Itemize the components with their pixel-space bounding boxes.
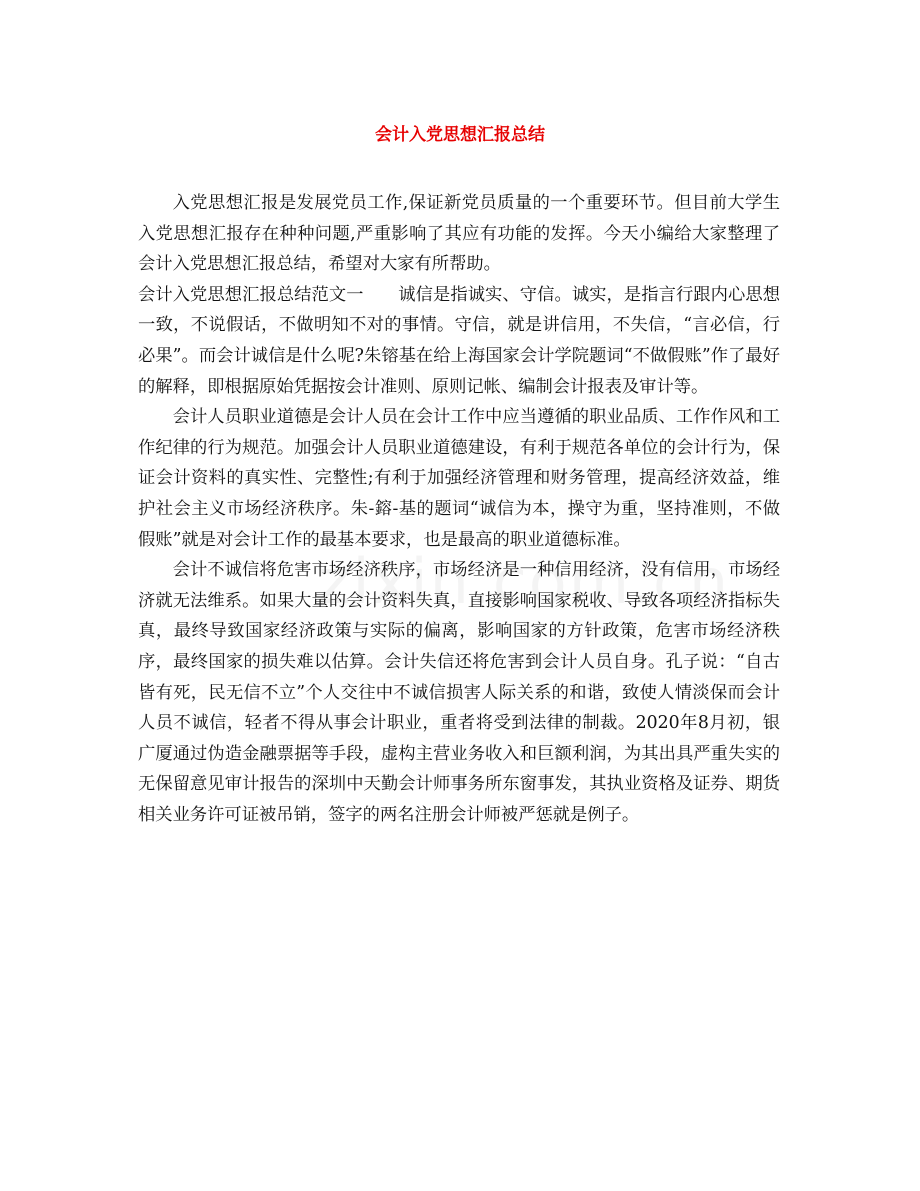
paragraph-intro: 入党思想汇报是发展党员工作,保证新党员质量的一个重要环节。但目前大学生入党思想汇报存在种种问题,严重影响了其应有功能的发挥。今天小编给大家整理了会计入党思想汇报总结，希望对大家有所帮助。 xyxy=(138,193,780,275)
paragraph-sample-one: 会计入党思想汇报总结范文一 诚信是指诚实、守信。诚实，是指言行跟内心思想一致，不说假话，不做明知不对的事情。守信，就是讲信用，不失信，“言必信，行必果”。而会计诚信是什么呢?朱镕基在给上海国家会计学院题词“不做假账”作了最好的解释，即根据原始凭据按会计准则、原则记帐、编制会计报表及审计等。 xyxy=(138,284,780,397)
paragraph-professional-ethics: 会计人员职业道德是会计人员在会计工作中应当遵循的职业品质、工作作风和工作纪律的行为规范。加强会计人员职业道德建设，有利于规范各单位的会计行为，保证会计资料的真实性、完整性;有利于加强经济管理和财务管理，提高经济效益，维护社会主义市场经济秩序。朱-鎔-基的题词“诚信为本，操守为重，坚持准则，不做假账”就是对会计工作的最基本要求，也是最高的职业道德标准。 xyxy=(138,407,780,550)
document-body xyxy=(138,188,780,830)
document-title: 会计入党思想汇报总结 xyxy=(375,125,545,145)
paragraph-dishonesty-harm: 会计不诚信将危害市场经济秩序，市场经济是一种信用经济，没有信用，市场经济就无法维系。如果大量的会计资料失真，直接影响国家税收、导致各项经济指标失真，最终导致国家经济政策与实际的偏离，影响国家的方针政策，危害市场经济秩序，最终国家的损失难以估算。会计失信还将危害到会计人员自身。孔子说：“自古皆有死，民无信不立”个人交往中不诚信损害人际关系的和谐，致使人情淡保而会计人员不诚信，轻者不得从事会计职业，重者将受到法律的制裁。2020年8月初，银广厦通过伪造金融票据等手段，虚构主营业务收入和巨额利润，为其出具严重失实的无保留意见审计报告的深圳中天勤会计师事务所东窗事发，其执业资格及证券、期货相关业务许可证被吊销，签字的两名注册会计师被严惩就是例子。 xyxy=(138,560,780,825)
